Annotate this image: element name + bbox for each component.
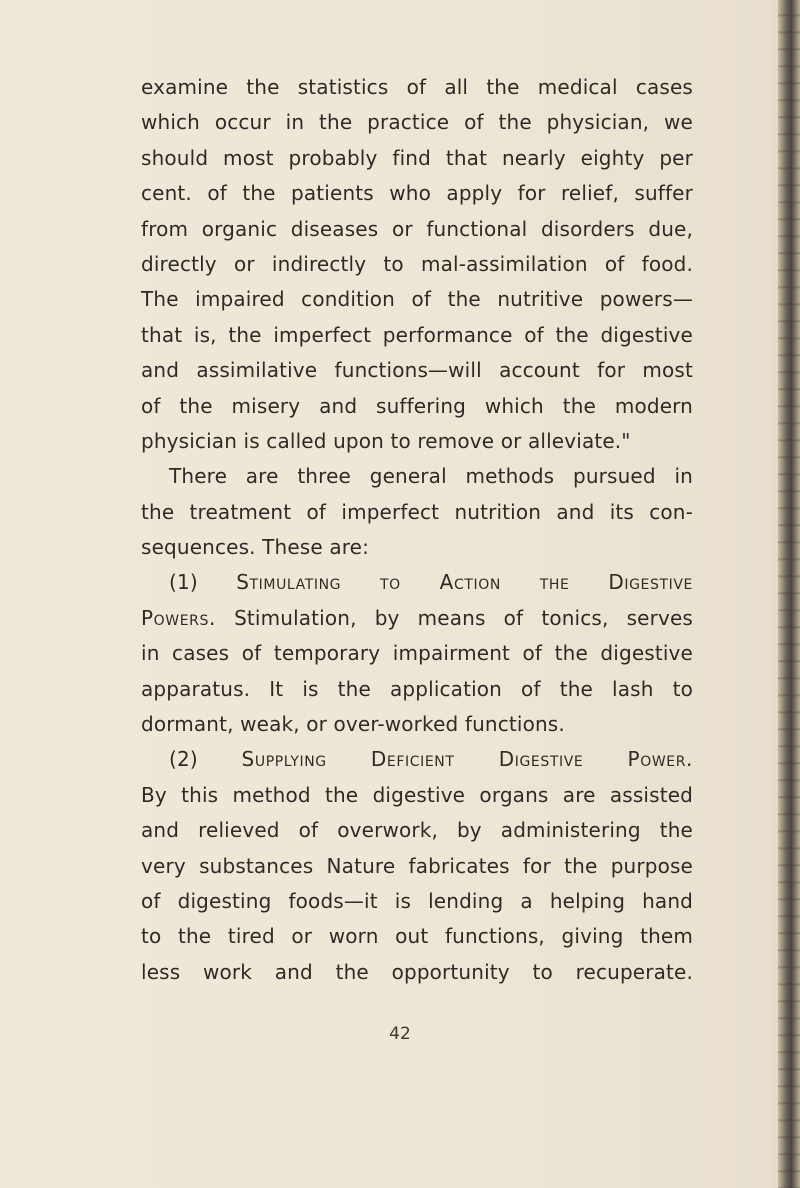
text-line: The impaired condition of the nutritive powers—	[141, 287, 693, 312]
text-line: less work and the opportunity to recuperate.	[141, 959, 693, 984]
method-1-heading-line-2	[141, 601, 693, 636]
text-line: to the tired or worn out functions, giving them	[141, 924, 693, 949]
method-1-text: Stimulation, by means of tonics, serves	[215, 605, 693, 630]
text-line: of the misery and suffering which the modern	[141, 393, 693, 418]
text-line: apparatus. It is the application of the lash to	[141, 676, 693, 701]
text-line: cent. of the patients who apply for relief, suffer	[141, 181, 693, 206]
method-2-number: (2)	[169, 747, 198, 772]
text-line: very substances Nature fabricates for the purpose	[141, 853, 693, 878]
method-1-heading: Stimulating to Action the Digestive	[236, 570, 693, 595]
text-line: of digesting foods—it is lending a helping hand	[141, 888, 693, 913]
text-line: directly or indirectly to mal-assimilation of food.	[141, 251, 693, 276]
method-1-heading-end: Powers.	[141, 605, 216, 630]
text-line: physician is called upon to remove or alleviate."	[141, 428, 631, 453]
text-line: dormant, weak, or over-worked functions.	[141, 712, 565, 737]
page-number: 42	[389, 1024, 411, 1044]
text-line: should most probably find that nearly eighty per	[141, 145, 693, 170]
text-line: examine the statistics of all the medical cases	[141, 75, 693, 99]
text-line: sequences. These are:	[141, 535, 370, 560]
page-edge-binding	[778, 0, 800, 1188]
text-line: from organic diseases or functional disorders due,	[141, 216, 693, 241]
method-2-heading-line	[141, 742, 693, 777]
text-line: By this method the digestive organs are assisted	[141, 782, 693, 807]
text-line: the treatment of imperfect nutrition and its con-	[141, 499, 693, 524]
text-line: and assimilative functions—will account for most	[141, 358, 693, 383]
text-line: which occur in the practice of the physician, we	[141, 110, 693, 135]
paragraph-start-line: There are three general methods pursued in	[169, 464, 693, 489]
text-line: in cases of temporary impairment of the digestive	[141, 641, 693, 666]
text-line: and relieved of overwork, by administering the	[141, 818, 693, 843]
method-2-heading: Supplying Deficient Digestive Power.	[241, 747, 693, 772]
method-1-number: (1)	[169, 570, 198, 595]
method-1-heading-line	[141, 565, 693, 600]
body-text	[141, 70, 693, 990]
text-line: that is, the imperfect performance of the digestive	[141, 322, 693, 347]
